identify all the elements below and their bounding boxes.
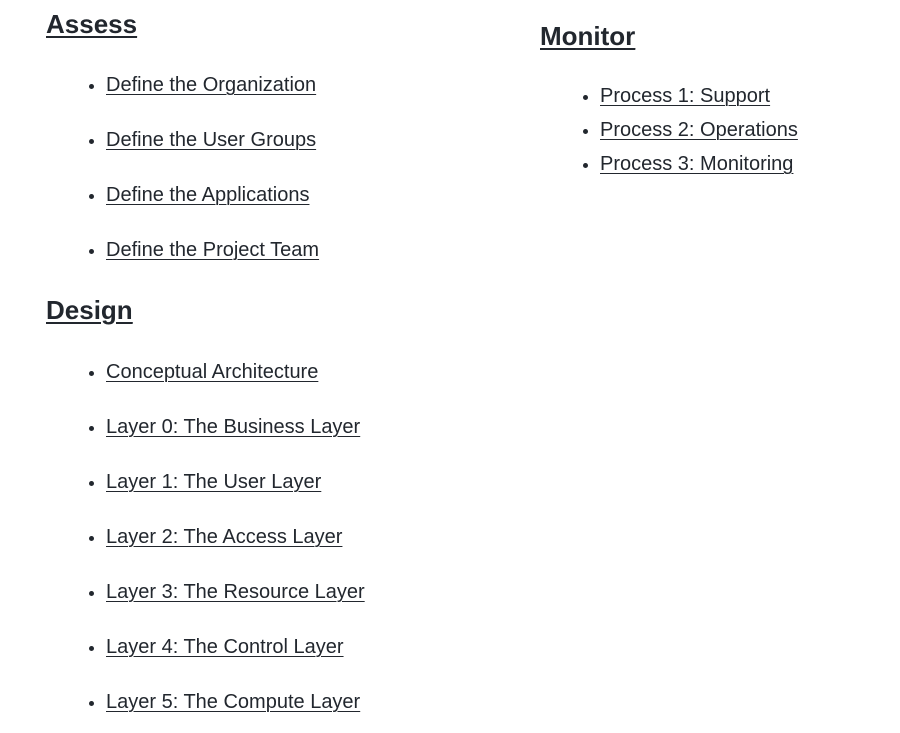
assess-heading-link[interactable]: Assess [46, 9, 138, 39]
list-item [106, 415, 486, 439]
link-process-1[interactable]: Process 1: Support [600, 84, 771, 107]
list-item [600, 118, 880, 142]
link-define-project-team[interactable]: Define the Project Team [106, 238, 320, 261]
list-item [106, 360, 486, 384]
list-item [106, 128, 486, 152]
right-column [540, 0, 880, 186]
assess-heading[interactable] [46, 10, 486, 40]
link-layer-1[interactable]: Layer 1: The User Layer [106, 470, 322, 493]
link-define-organization[interactable]: Define the Organization [106, 73, 317, 96]
link-process-3[interactable]: Process 3: Monitoring [600, 152, 794, 175]
list-item [600, 152, 880, 176]
link-conceptual-architecture[interactable]: Conceptual Architecture [106, 360, 319, 383]
list-item [106, 525, 486, 549]
link-layer-3[interactable]: Layer 3: The Resource Layer [106, 580, 365, 603]
list-item [106, 470, 486, 494]
list-item [106, 690, 486, 714]
link-layer-2[interactable]: Layer 2: The Access Layer [106, 525, 343, 548]
link-layer-5[interactable]: Layer 5: The Compute Layer [106, 690, 361, 713]
design-heading[interactable] [46, 296, 486, 326]
link-define-user-groups[interactable]: Define the User Groups [106, 128, 317, 151]
list-item [600, 84, 880, 108]
list-item [106, 183, 486, 207]
left-column [46, 0, 486, 714]
list-item [106, 238, 486, 262]
monitor-heading-link[interactable]: Monitor [540, 21, 636, 51]
link-process-2[interactable]: Process 2: Operations [600, 118, 798, 141]
link-layer-0[interactable]: Layer 0: The Business Layer [106, 415, 361, 438]
assess-link-list [46, 73, 486, 262]
link-layer-4[interactable]: Layer 4: The Control Layer [106, 635, 344, 658]
design-link-list [46, 360, 486, 714]
monitor-link-list [540, 84, 880, 176]
list-item [106, 580, 486, 604]
list-item [106, 635, 486, 659]
monitor-heading[interactable] [540, 22, 880, 52]
link-define-applications[interactable]: Define the Applications [106, 183, 310, 206]
design-heading-link[interactable]: Design [46, 294, 133, 325]
list-item [106, 73, 486, 97]
